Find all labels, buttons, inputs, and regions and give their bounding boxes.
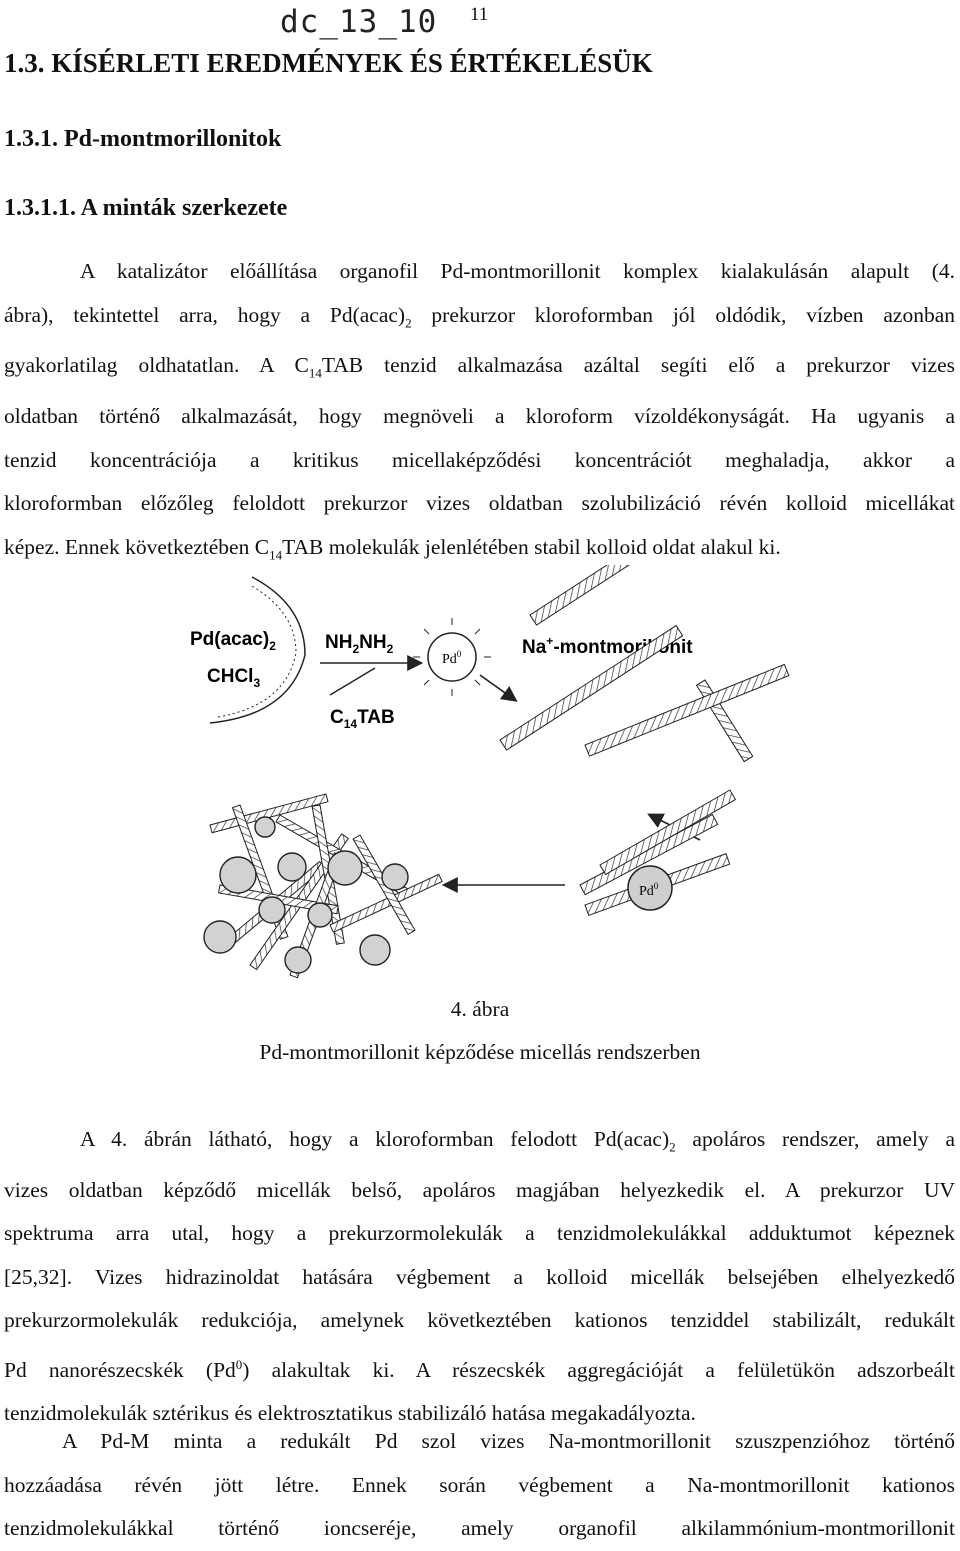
c14tab-label: $C_{14}TAB$	[330, 707, 395, 731]
text-line: tenzid koncentrációja a kritikus micellaképződési koncentrációt meghaladja, akkor a	[4, 447, 955, 472]
aggregate-structure	[204, 794, 442, 980]
paragraph-2	[4, 1118, 955, 1436]
text-line: A katalizátor előállítása organofil Pd-montmorillonit komplex kialakulásán alapult (4.	[80, 259, 955, 283]
text-line: tenzidmolekulákkal történő ioncseréje, amely organofil alkilammónium-montmorillonit	[4, 1516, 955, 1540]
text-line: ábra), tekintettel arra, hogy a $Pd(acac)_2$ prekurzor kloroformban jól oldódik, vízben azonban	[4, 302, 955, 330]
text-line: prekurzormolekulák redukciója, amelynek következtében kationos tenziddel stabilizált, redukált	[4, 1308, 955, 1333]
figure-4-micelle-scheme	[180, 565, 960, 990]
na-montmorillonit-label: Na+-montmorillonit	[522, 634, 693, 658]
figure-caption: Pd-montmorillonit képződése micellás rendszerben	[259, 1040, 701, 1064]
paragraph-1	[4, 250, 955, 576]
text-line: Pd nanorészecskék (Pd$^0$) alakultak ki. A részecskék aggregációját a felületükön adszorbeált	[4, 1356, 955, 1382]
text-line: spektruma arra utal, hogy a prekurzormolekulák a tenzidmolekulákkal adduktumot képeznek	[4, 1221, 955, 1246]
chcl3-label: CHCl$_3$	[207, 666, 261, 690]
text-line: A 4. ábrán látható, hogy a kloroformban felodott $Pd(acac)_2$ apoláros rendszer, amely a	[80, 1127, 955, 1155]
text-line: hozzáadása révén jött létre. Ennek során végbement a Na-montmorillonit kationos	[4, 1472, 955, 1497]
figure-number: 4. ábra	[450, 997, 510, 1021]
arrow-right-2	[480, 675, 515, 700]
text-line: [25,32]. Vizes hidrazinoldat hatására végbement a kolloid micellák belsejében elhelyezkedő	[4, 1264, 955, 1289]
hydrazine-label: $NH_2NH_2$	[325, 632, 394, 656]
document-code: dc_13_10	[280, 4, 438, 40]
text-line: képez. Ennek következtében $C_{14}TAB$ molekulák jelenlétében stabil kolloid oldat alakul ki.	[4, 534, 781, 562]
paragraph-3	[4, 1420, 955, 1551]
section-heading: 1.3.1. Pd-montmorillonitok	[4, 126, 282, 152]
chapter-heading: 1.3. KÍSÉRLETI EREDMÉNYEK ÉS ÉRTÉKELÉSÜK	[4, 48, 653, 78]
text-line: kloroformban előzőleg feloldott prekurzor vizes oldatban szolubilizáció révén kolloid micellákat	[4, 491, 955, 516]
pd0-label: Pd$^0$	[442, 649, 462, 667]
pd-micelle	[413, 618, 491, 696]
chloroform-droplet-arc	[210, 577, 305, 723]
text-line: gyakorlatilag oldhatatlan. A $C_{14}TAB$ tenzid alkalmazása azáltal segíti elő a prekurzor vizes	[4, 353, 956, 381]
arrow-branch	[330, 668, 375, 695]
text-line: oldatban történő alkalmazását, hogy megnöveli a kloroform vízoldékonyságát. Ha ugyanis a	[4, 404, 955, 429]
subsection-heading: 1.3.1.1. A minták szerkezete	[4, 195, 288, 221]
text-line: vizes oldatban képződő micellák belső, apoláros magjában helyezkedik el. A prekurzor UV	[4, 1177, 955, 1202]
text-line: tenzidmolekulák sztérikus és elektrosztatikus stabilizáló hatása megakadályozta.	[4, 1401, 696, 1426]
clay-platelets	[500, 565, 789, 762]
page-number: 11	[470, 4, 489, 25]
pd0-complex-label: Pd$^0$	[639, 881, 659, 899]
text-line: A Pd-M minta a redukált Pd szol vizes Na-montmorillonit szuszpenzióhoz történő	[62, 1429, 955, 1453]
pdacac-label: $Pd(acac)_2$	[190, 629, 276, 653]
pd-montmorillonit-complex	[580, 790, 735, 915]
